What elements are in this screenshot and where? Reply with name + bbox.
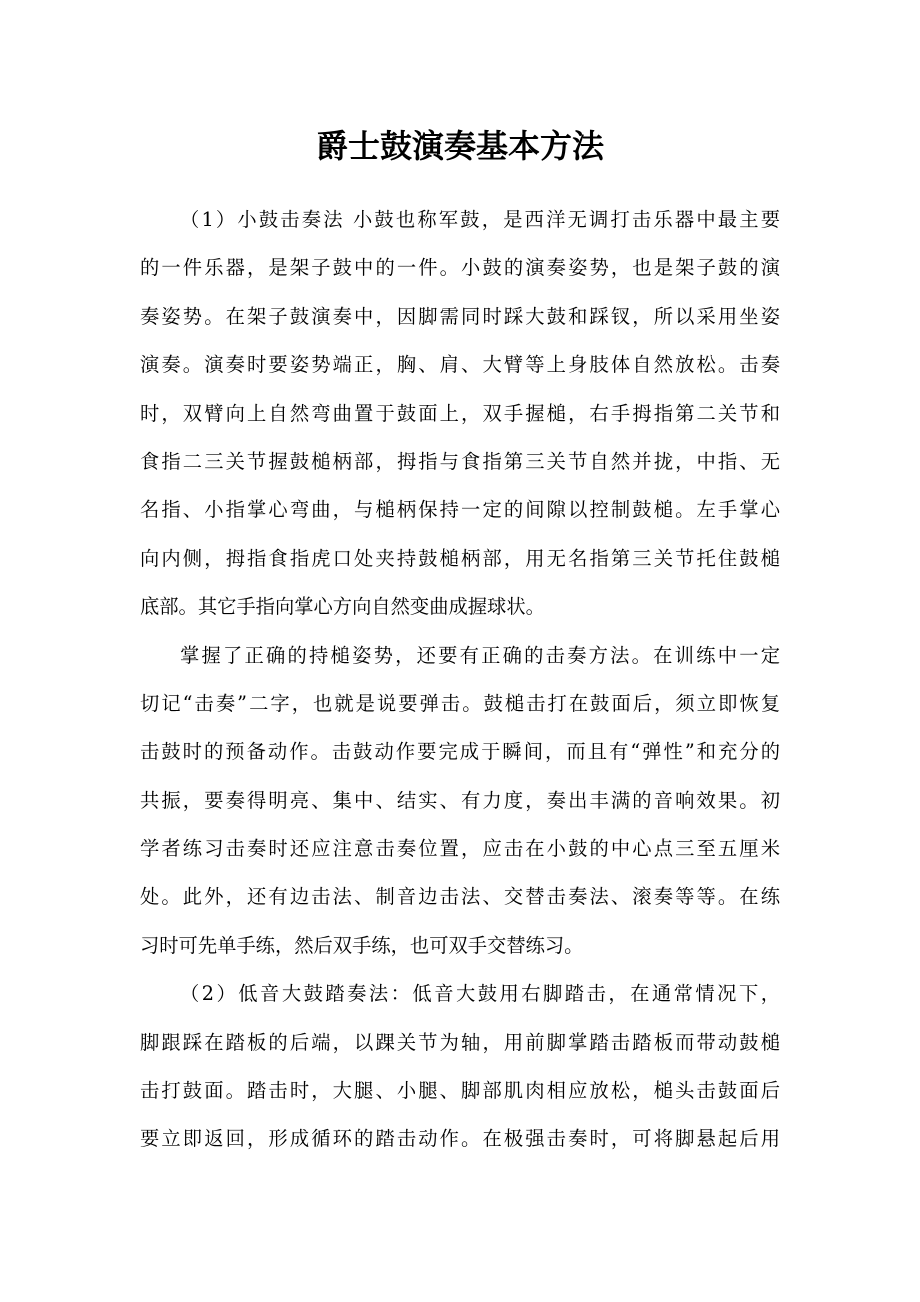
paragraph-line: 时，双臂向上自然弯曲置于鼓面上，双手握槌，右手拇指第二关节和 [140,401,780,425]
paragraph-line: 击打鼓面。踏击时，大腿、小腿、脚部肌肉相应放松，槌头击鼓面后 [140,1079,780,1103]
paragraph-line: 演奏。演奏时要姿势端正，胸、肩、大臂等上身肢体自然放松。击奏 [140,353,780,377]
paragraph-line: （2）低音大鼓踏奏法：低音大鼓用右脚踏击，在通常情况下， [180,982,780,1006]
paragraph-line: 学者练习击奏时还应注意击奏位置，应击在小鼓的中心点三至五厘米 [140,837,780,861]
paragraph-line: 习时可先单手练，然后双手练，也可双手交替练习。 [140,933,584,957]
paragraph-line: 食指二三关节握鼓槌柄部，拇指与食指第三关节自然并拢，中指、无 [140,449,780,473]
paragraph-line: （1）小鼓击奏法 小鼓也称军鼓，是西洋无调打击乐器中最主要 [180,208,780,231]
document-body [140,196,780,1164]
paragraph-line: 奏姿势。在架子鼓演奏中，因脚需同时踩大鼓和踩钗，所以采用坐姿 [140,304,780,328]
paragraph-line: 共振，要奏得明亮、集中、结实、有力度，奏出丰满的音响效果。初 [140,788,780,812]
paragraph-line: 脚跟踩在踏板的后端，以踝关节为轴，用前脚掌踏击踏板而带动鼓槌 [140,1030,780,1054]
paragraph-line: 击鼓时的预备动作。击鼓动作要完成于瞬间，而且有“弹性”和充分的 [140,740,780,764]
paragraph-line: 名指、小指掌心弯曲，与槌柄保持一定的间隙以控制鼓槌。左手掌心 [140,498,780,522]
paragraph-line: 的一件乐器，是架子鼓中的一件。小鼓的演奏姿势，也是架子鼓的演 [140,256,780,280]
paragraph-line: 切记“击奏”二字，也就是说要弹击。鼓槌击打在鼓面后，须立即恢复 [140,691,780,715]
paragraph-line: 要立即返回，形成循环的踏击动作。在极强击奏时，可将脚悬起后用 [140,1127,780,1151]
paragraph-line: 掌握了正确的持槌姿势，还要有正确的击奏方法。在训练中一定 [180,643,780,667]
paragraph-line: 底部。其它手指向掌心方向自然变曲成握球状。 [140,595,545,619]
paragraph-line: 处。此外，还有边击法、制音边击法、交替击奏法、滚奏等等。在练 [140,885,780,909]
paragraph-line: 向内侧，拇指食指虎口处夹持鼓槌柄部，用无名指第三关节托住鼓槌 [140,546,780,570]
document-title: 爵士鼓演奏基本方法 [315,127,604,165]
